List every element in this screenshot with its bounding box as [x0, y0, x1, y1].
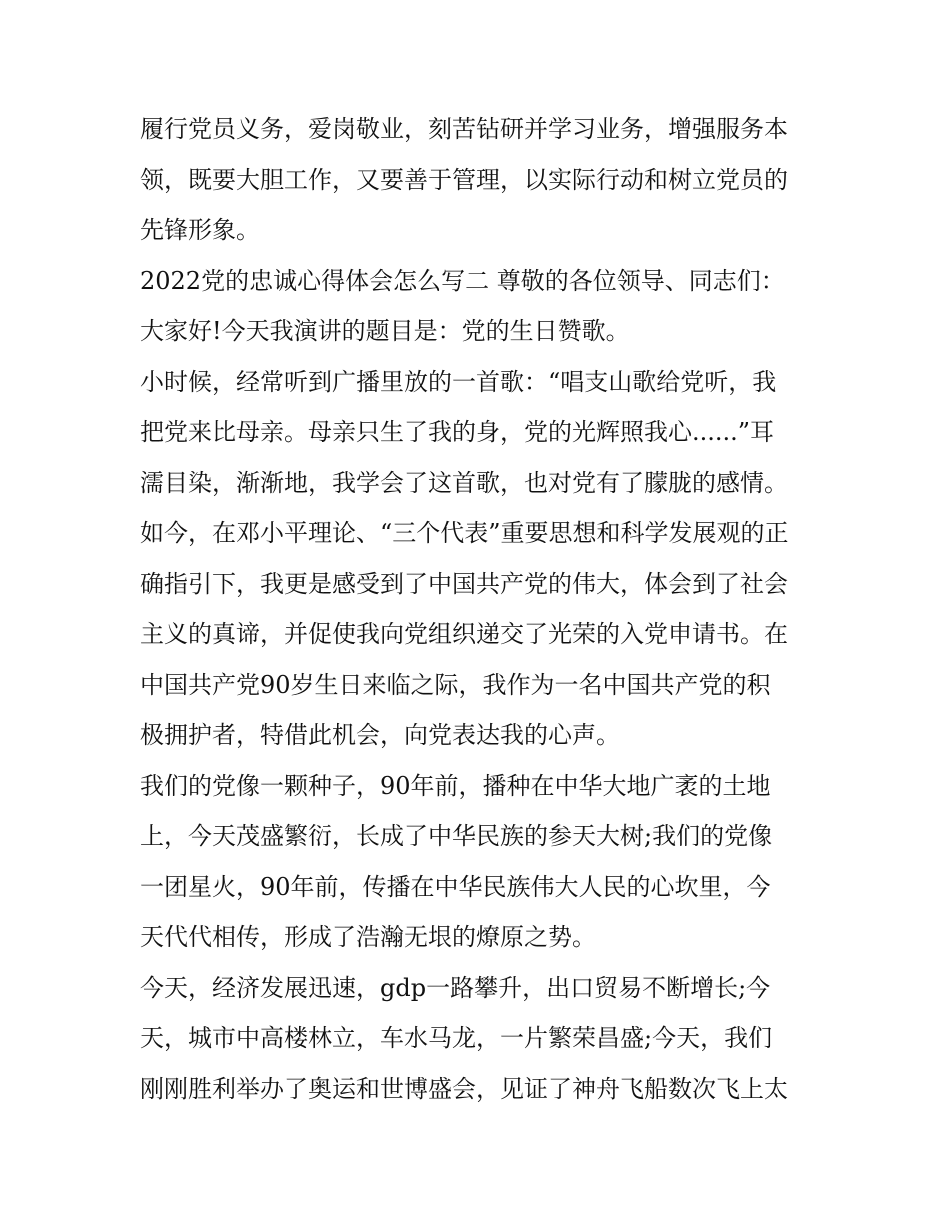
text-line-19: 天，城市中高楼林立，车水马龙，一片繁荣昌盛;今天，我们 — [140, 1024, 773, 1052]
text-line-11: 主义的真谛，并促使我向党组织递交了光荣的入党申请书。在 — [140, 620, 788, 648]
text-line-18: 今天，经济发展迅速，gdp一路攀升，出口贸易不断增长;今 — [140, 973, 771, 1002]
document-body — [140, 104, 820, 1114]
text-line-20: 刚刚胜利举办了奥运和世博盛会，见证了神舟飞船数次飞上太 — [140, 1074, 788, 1103]
text-line-16: 一团星火，90年前，传播在中华民族伟大人民的心坎里，今 — [140, 872, 771, 901]
text-line-9: 如今，在邓小平理论、“三个代表”重要思想和科学发展观的正 — [140, 519, 789, 547]
text-line-17: 天代代相传，形成了浩瀚无垠的燎原之势。 — [140, 923, 596, 951]
text-line-6: 小时候，经常听到广播里放的一首歌：“唱支山歌给党听，我 — [140, 367, 777, 396]
text-line-8: 濡目染，渐渐地，我学会了这首歌，也对党有了朦胧的感情。 — [140, 468, 788, 497]
text-line-4: 2022党的忠诚心得体会怎么写二 尊敬的各位领导、同志们： — [140, 266, 785, 295]
text-line-5: 大家好!今天我演讲的题目是：党的生日赞歌。 — [140, 317, 630, 345]
text-line-10: 确指引下，我更是感受到了中国共产党的伟大，体会到了社会 — [140, 569, 788, 598]
text-line-1: 履行党员义务，爱岗敬业，刻苦钻研并学习业务，增强服务本 — [140, 115, 788, 143]
text-line-15: 上，今天茂盛繁衍，长成了中华民族的参天大树;我们的党像 — [140, 822, 773, 850]
text-line-7: 把党来比母亲。母亲只生了我的身，党的光辉照我心......”耳 — [140, 418, 775, 446]
text-line-3: 先锋形象。 — [140, 216, 260, 244]
text-line-12: 中国共产党90岁生日来临之际，我作为一名中国共产党的积 — [140, 670, 771, 699]
text-line-13: 极拥护者，特借此机会，向党表达我的心声。 — [140, 721, 620, 749]
text-line-2: 领，既要大胆工作，又要善于管理，以实际行动和树立党员的 — [140, 165, 788, 194]
text-line-14: 我们的党像一颗种子，90年前，播种在中华大地广袤的土地 — [140, 771, 771, 800]
